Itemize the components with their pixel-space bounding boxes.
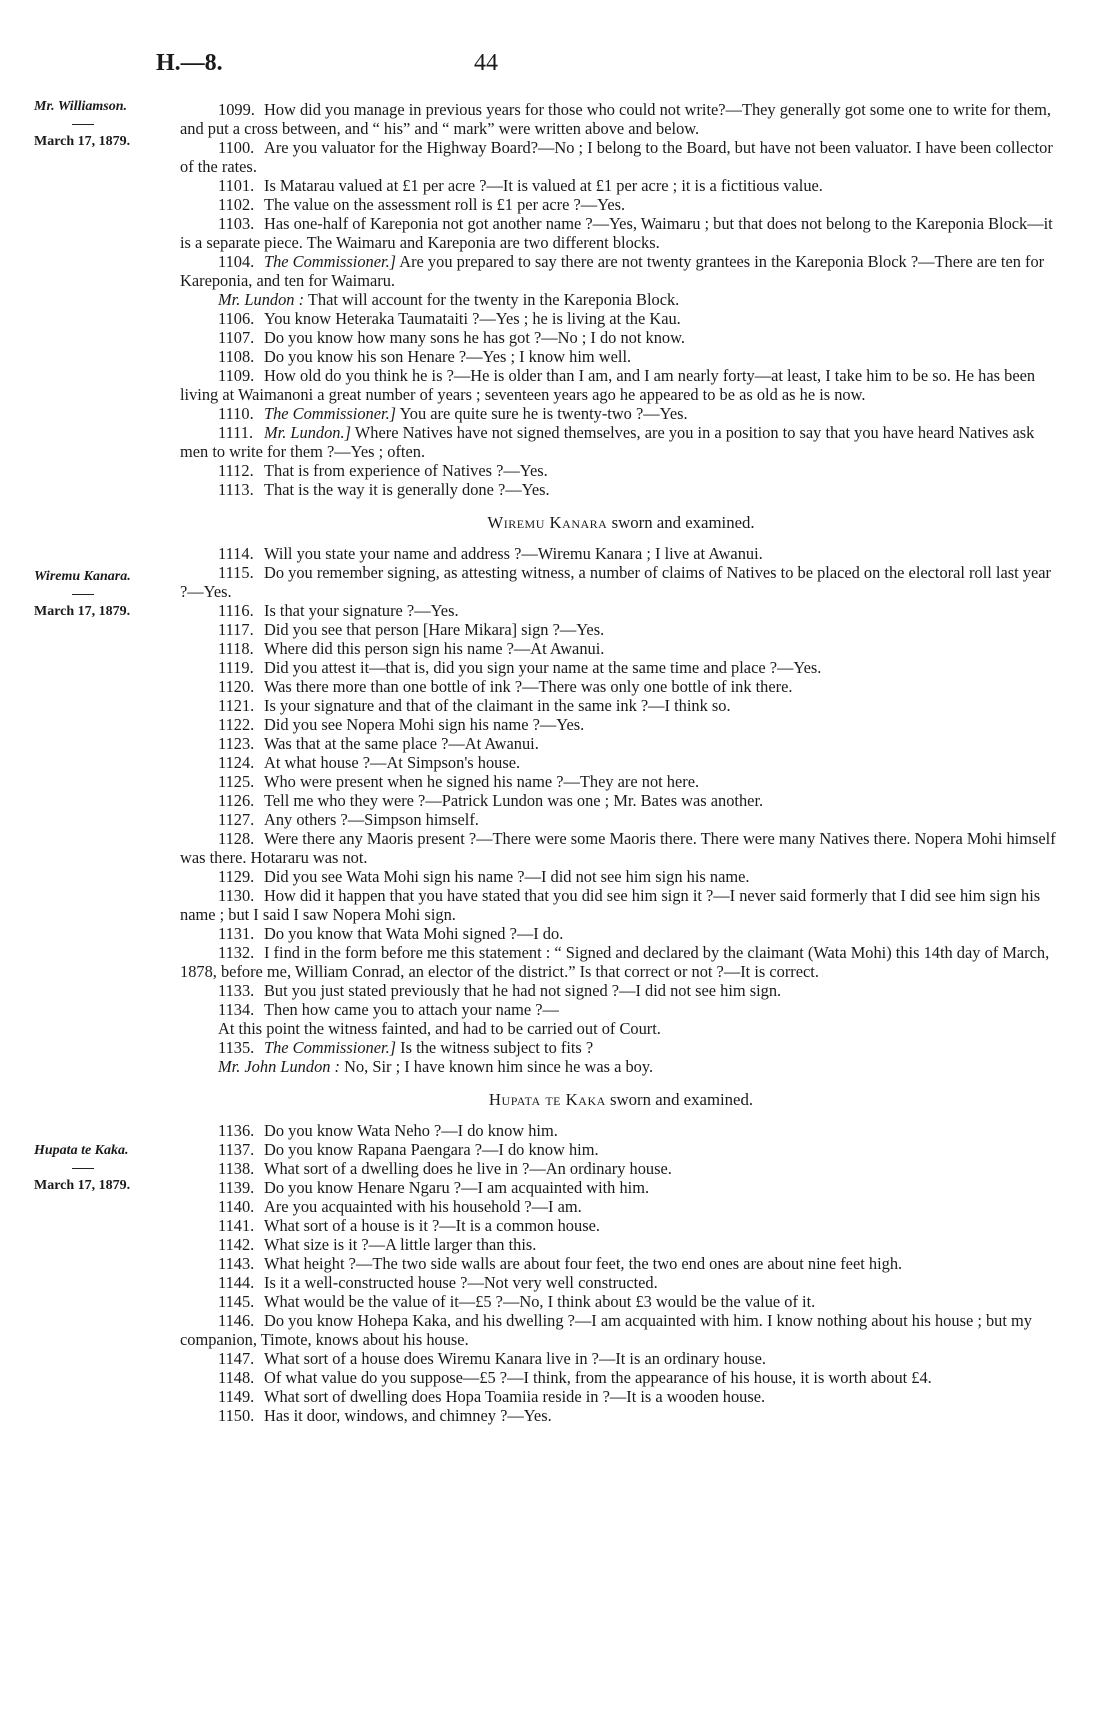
- question-paragraph: [180, 290, 1062, 309]
- question-number: 1126.: [218, 791, 255, 810]
- question-paragraph: [180, 100, 1062, 138]
- question-paragraph: [180, 252, 1062, 290]
- question-text: Do you know Wata Neho ?—I do know him.: [264, 1121, 558, 1140]
- question-text: Where Natives have not signed themselves, are you in a position to say that you have heard Natives ask men to write for them ?—Yes ; often.: [180, 423, 1035, 461]
- question-text: Then how came you to attach your name ?—: [264, 1000, 559, 1019]
- question-number: 1143.: [218, 1254, 255, 1273]
- question-paragraph: [180, 347, 1062, 366]
- question-number: 1107.: [218, 328, 255, 347]
- question-number: 1108.: [218, 347, 255, 366]
- question-text: Did you see Wata Mohi sign his name ?—I did not see him sign his name.: [264, 867, 750, 886]
- question-text: At this point the witness fainted, and had to be carried out of Court.: [218, 1019, 661, 1038]
- speaker-label: The Commissioner.]: [264, 404, 397, 423]
- question-paragraph: [180, 601, 1062, 620]
- question-paragraph: [180, 366, 1062, 404]
- question-number: 1102.: [218, 195, 255, 214]
- question-number: 1133.: [218, 981, 255, 1000]
- question-paragraph: [180, 1000, 1062, 1019]
- question-number: 1100.: [218, 138, 255, 157]
- testimony-section-kanara: [180, 544, 1062, 1076]
- question-text: Is Matarau valued at £1 per acre ?—It is valued at £1 per acre ; it is a fictitious value.: [264, 176, 823, 195]
- question-text: Did you attest it—that is, did you sign your name at the same time and place ?—Yes.: [264, 658, 822, 677]
- question-text: Is your signature and that of the claimant in the same ink ?—I think so.: [264, 696, 731, 715]
- question-text: Will you state your name and address ?—Wiremu Kanara ; I live at Awanui.: [264, 544, 763, 563]
- question-paragraph: [180, 791, 1062, 810]
- question-number: 1148.: [218, 1368, 255, 1387]
- testimony-body: [180, 100, 1062, 1425]
- question-number: 1110.: [218, 404, 254, 423]
- question-text: Has one-half of Kareponia not got another name ?—Yes, Waimaru ; but that does not belong to the Kareponia Block—it is a separate piece. The Waimaru and Kareponia are two different blocks.: [180, 214, 1053, 252]
- question-text: Do you know how many sons he has got ?—No ; I do not know.: [264, 328, 685, 347]
- question-number: 1129.: [218, 867, 255, 886]
- question-text: What sort of a house is it ?—It is a common house.: [264, 1216, 600, 1235]
- speaker-label: Mr. Lundon :: [218, 290, 305, 309]
- question-text: Is that your signature ?—Yes.: [264, 601, 459, 620]
- question-text: Were there any Maoris present ?—There were some Maoris there. There were many Natives there. Nopera Mohi himself was there. Hotararu was not.: [180, 829, 1056, 867]
- question-paragraph: [180, 1349, 1062, 1368]
- question-text: Did you see that person [Hare Mikara] sign ?—Yes.: [264, 620, 605, 639]
- question-number: 1127.: [218, 810, 255, 829]
- question-paragraph: [180, 176, 1062, 195]
- question-number: 1112.: [218, 461, 254, 480]
- question-paragraph: [180, 658, 1062, 677]
- question-number: 1142.: [218, 1235, 255, 1254]
- question-paragraph: [180, 1311, 1062, 1349]
- question-number: 1103.: [218, 214, 255, 233]
- question-paragraph: [180, 715, 1062, 734]
- speaker-label: The Commissioner.]: [264, 1038, 397, 1057]
- question-number: 1120.: [218, 677, 255, 696]
- question-paragraph: [180, 753, 1062, 772]
- question-paragraph: [180, 404, 1062, 423]
- question-number: 1138.: [218, 1159, 255, 1178]
- question-number: 1141.: [218, 1216, 255, 1235]
- question-number: 1140.: [218, 1197, 255, 1216]
- question-number: 1118.: [218, 639, 254, 658]
- question-paragraph: [180, 328, 1062, 347]
- question-number: 1104.: [218, 252, 255, 271]
- question-paragraph: [180, 981, 1062, 1000]
- question-number: 1132.: [218, 943, 255, 962]
- question-paragraph: [180, 639, 1062, 658]
- question-text: What size is it ?—A little larger than this.: [264, 1235, 537, 1254]
- testimony-section-williamson: [180, 100, 1062, 499]
- question-number: 1114.: [218, 544, 254, 563]
- question-text: Do you know that Wata Mohi signed ?—I do.: [264, 924, 564, 943]
- question-paragraph: [180, 309, 1062, 328]
- question-paragraph: [180, 1038, 1062, 1057]
- question-number: 1147.: [218, 1349, 255, 1368]
- question-number: 1135.: [218, 1038, 255, 1057]
- speaker-label: Mr. John Lundon :: [218, 1057, 341, 1076]
- question-text: That is from experience of Natives ?—Yes.: [264, 461, 548, 480]
- question-text: Do you know Hohepa Kaka, and his dwelling ?—I am acquainted with him. I know nothing about his house ; but my companion, Timote, knows about his house.: [180, 1311, 1032, 1349]
- question-paragraph: [180, 138, 1062, 176]
- question-number: 1144.: [218, 1273, 255, 1292]
- question-text: What sort of a dwelling does he live in ?—An ordinary house.: [264, 1159, 672, 1178]
- question-text: What would be the value of it—£5 ?—No, I think about £3 would be the value of it.: [264, 1292, 816, 1311]
- question-number: 1137.: [218, 1140, 255, 1159]
- question-text: Did you see Nopera Mohi sign his name ?—Yes.: [264, 715, 585, 734]
- question-text: No, Sir ; I have known him since he was a boy.: [344, 1057, 654, 1076]
- question-text: Do you know Rapana Paengara ?—I do know him.: [264, 1140, 599, 1159]
- question-number: 1136.: [218, 1121, 255, 1140]
- question-text: But you just stated previously that he had not signed ?—I did not see him sign.: [264, 981, 782, 1000]
- question-number: 1145.: [218, 1292, 255, 1311]
- question-text: Are you prepared to say there are not twenty grantees in the Kareponia Block ?—There are ten for Kareponia, and ten for Waimaru.: [180, 252, 1045, 290]
- witness-name: Wiremu Kanara: [487, 513, 608, 532]
- question-text: I find in the form before me this statement : “ Signed and declared by the claimant (Wata Mohi) this 14th day of March, 1878, before me, William Conrad, an elector of the district.” Is that correct or not ?—It is correct.: [180, 943, 1050, 981]
- question-paragraph: [180, 772, 1062, 791]
- question-number: 1119.: [218, 658, 254, 677]
- question-paragraph: [180, 734, 1062, 753]
- question-number: 1115.: [218, 563, 254, 582]
- sidenote-williamson: [34, 98, 194, 151]
- question-paragraph: [180, 1387, 1062, 1406]
- question-number: 1121.: [218, 696, 255, 715]
- sidenote-date: March 17, 1879.: [34, 604, 131, 619]
- page-header: [0, 50, 1114, 82]
- question-paragraph: [180, 867, 1062, 886]
- question-number: 1125.: [218, 772, 255, 791]
- question-number: 1113.: [218, 480, 254, 499]
- question-number: 1123.: [218, 734, 255, 753]
- question-number: 1116.: [218, 601, 254, 620]
- question-paragraph: [180, 677, 1062, 696]
- question-paragraph: [180, 195, 1062, 214]
- question-paragraph: [180, 1057, 1062, 1076]
- section-heading-kaka: [180, 1090, 1062, 1109]
- sidenote-kaka: [34, 1142, 194, 1195]
- sidenote-date: March 17, 1879.: [34, 1178, 131, 1193]
- question-text: The value on the assessment roll is £1 per acre ?—Yes.: [264, 195, 626, 214]
- sidenote-divider: [72, 594, 94, 595]
- sidenote-name: Mr. Williamson.: [34, 99, 127, 114]
- question-paragraph: [180, 480, 1062, 499]
- question-text: Any others ?—Simpson himself.: [264, 810, 479, 829]
- question-text: How did you manage in previous years for those who could not write?—They generally got some one to write for them, and put a cross between, and “ his” and “ mark” were written above and below.: [180, 100, 1052, 138]
- question-number: 1099.: [218, 100, 255, 119]
- question-text: That will account for the twenty in the Kareponia Block.: [307, 290, 680, 309]
- question-paragraph: [180, 620, 1062, 639]
- testimony-section-kaka: [180, 1121, 1062, 1425]
- question-number: 1124.: [218, 753, 255, 772]
- sidenote-kanara: [34, 568, 194, 621]
- question-text: Was there more than one bottle of ink ?—There was only one bottle of ink there.: [264, 677, 793, 696]
- sidenote-divider: [72, 1168, 94, 1169]
- question-paragraph: [180, 1292, 1062, 1311]
- question-paragraph: [180, 1197, 1062, 1216]
- question-number: 1149.: [218, 1387, 255, 1406]
- question-paragraph: [180, 924, 1062, 943]
- question-text: Of what value do you suppose—£5 ?—I think, from the appearance of his house, it is worth about £4.: [264, 1368, 932, 1387]
- question-number: 1128.: [218, 829, 255, 848]
- question-text: Do you remember signing, as attesting witness, a number of claims of Natives to be placed on the electoral roll last year ?—Yes.: [180, 563, 1051, 601]
- question-text: How old do you think he is ?—He is older than I am, and I am nearly forty—at least, I take him to be so. He has been living at Waimanoni a great number of years ; seventeen years ago he appeared to be as old as he is now.: [180, 366, 1036, 404]
- question-text: What height ?—The two side walls are about four feet, the two end ones are about nine feet high.: [264, 1254, 903, 1273]
- witness-name: Hupata te Kaka: [488, 1090, 606, 1109]
- question-paragraph: [180, 943, 1062, 981]
- question-text: You know Heteraka Taumataiti ?—Yes ; he is living at the Kau.: [264, 309, 681, 328]
- question-paragraph: [180, 1178, 1062, 1197]
- question-text: That is the way it is generally done ?—Yes.: [264, 480, 550, 499]
- question-paragraph: [180, 886, 1062, 924]
- question-number: 1150.: [218, 1406, 255, 1425]
- question-number: 1101.: [218, 176, 255, 195]
- question-number: 1109.: [218, 366, 255, 385]
- question-number: 1130.: [218, 886, 255, 905]
- question-text: Are you acquainted with his household ?—I am.: [264, 1197, 582, 1216]
- question-text: Do you know his son Henare ?—Yes ; I know him well.: [264, 347, 632, 366]
- question-paragraph: [180, 1159, 1062, 1178]
- question-paragraph: [180, 829, 1062, 867]
- question-paragraph: [180, 1216, 1062, 1235]
- question-text: Was that at the same place ?—At Awanui.: [264, 734, 539, 753]
- question-paragraph: [180, 461, 1062, 480]
- question-number: 1117.: [218, 620, 254, 639]
- question-number: 1122.: [218, 715, 255, 734]
- question-number: 1106.: [218, 309, 255, 328]
- question-paragraph: [180, 544, 1062, 563]
- question-paragraph: [180, 696, 1062, 715]
- question-paragraph: [180, 1368, 1062, 1387]
- question-number: 1139.: [218, 1178, 255, 1197]
- question-paragraph: [180, 1254, 1062, 1273]
- question-text: Where did this person sign his name ?—At Awanui.: [264, 639, 605, 658]
- question-text: Tell me who they were ?—Patrick Lundon was one ; Mr. Bates was another.: [264, 791, 764, 810]
- question-text: At what house ?—At Simpson's house.: [264, 753, 521, 772]
- question-text: Do you know Henare Ngaru ?—I am acquainted with him.: [264, 1178, 650, 1197]
- question-number: 1131.: [218, 924, 255, 943]
- sidenote-name: Wiremu Kanara.: [34, 569, 131, 584]
- document-reference: H.—8.: [156, 50, 223, 76]
- question-number: 1134.: [218, 1000, 255, 1019]
- question-paragraph: [180, 214, 1062, 252]
- section-heading-kanara: [180, 513, 1062, 532]
- question-number: 1146.: [218, 1311, 255, 1330]
- question-paragraph: [180, 1121, 1062, 1140]
- question-text: Are you valuator for the Highway Board?—No ; I belong to the Board, but have not been valuator. I have been collector of the rates.: [180, 138, 1053, 176]
- speaker-label: The Commissioner.]: [264, 252, 397, 271]
- question-paragraph: [180, 1140, 1062, 1159]
- question-number: 1111.: [218, 423, 254, 442]
- speaker-label: Mr. Lundon.]: [264, 423, 351, 442]
- question-text: Has it door, windows, and chimney ?—Yes.: [264, 1406, 552, 1425]
- question-text: You are quite sure he is twenty-two ?—Yes.: [399, 404, 688, 423]
- question-paragraph: [180, 1406, 1062, 1425]
- sidenote-name: Hupata te Kaka.: [34, 1143, 129, 1158]
- question-text: How did it happen that you have stated that you did see him sign it ?—I never said formerly that I did see him sign his name ; but I said I saw Nopera Mohi sign.: [180, 886, 1041, 924]
- question-text: Is it a well-constructed house ?—Not very well constructed.: [264, 1273, 658, 1292]
- sidenote-divider: [72, 124, 94, 125]
- sidenote-date: March 17, 1879.: [34, 134, 131, 149]
- question-text: What sort of dwelling does Hopa Toamiia reside in ?—It is a wooden house.: [264, 1387, 766, 1406]
- question-text: Who were present when he signed his name ?—They are not here.: [264, 772, 700, 791]
- question-paragraph: [180, 810, 1062, 829]
- question-text: What sort of a house does Wiremu Kanara live in ?—It is an ordinary house.: [264, 1349, 766, 1368]
- question-paragraph: [180, 1235, 1062, 1254]
- question-paragraph: [180, 423, 1062, 461]
- question-paragraph: [180, 1019, 1062, 1038]
- heading-rest: sworn and examined.: [610, 1090, 754, 1109]
- page-number: 44: [474, 50, 498, 76]
- question-paragraph: [180, 1273, 1062, 1292]
- question-paragraph: [180, 563, 1062, 601]
- heading-rest: sworn and examined.: [611, 513, 755, 532]
- question-text: Is the witness subject to fits ?: [400, 1038, 594, 1057]
